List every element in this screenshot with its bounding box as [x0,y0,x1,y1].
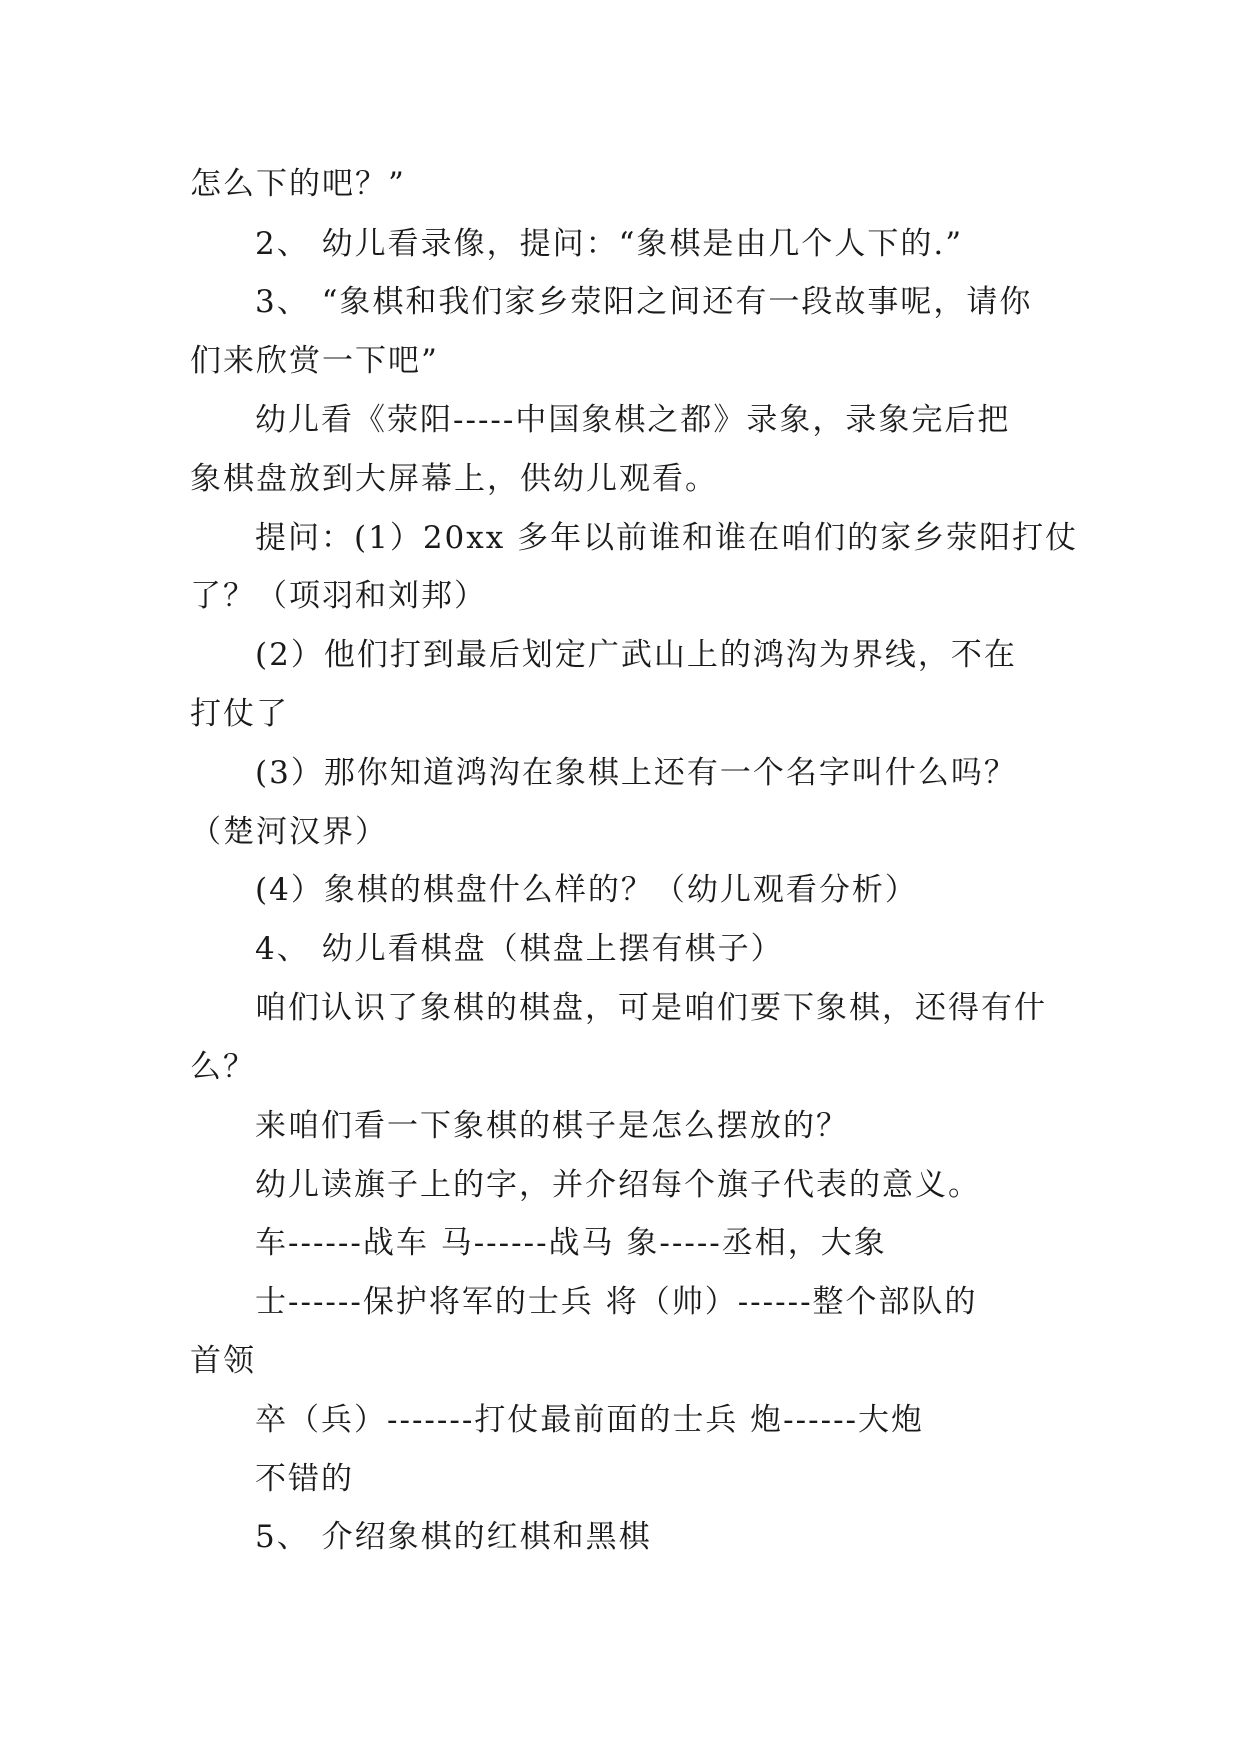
text-line: 么？ [190,1049,256,1085]
text-line: 不错的 [255,1461,354,1497]
text-line: 打仗了 [190,696,289,732]
text-line: 车------战车 马------战马 象-----丞相，大象 [255,1225,887,1261]
text-line: 5、 介绍象棋的红棋和黑棋 [255,1519,652,1555]
text-line: 2、 幼儿看录像，提问：“象棋是由几个人下的.” [255,226,964,262]
text-line: 来咱们看一下象棋的棋子是怎么摆放的？ [255,1108,849,1144]
text-line: 士------保护将军的士兵 将（帅）------整个部队的 [255,1284,978,1320]
text-line: 提问：(1）20xx 多年以前谁和谁在咱们的家乡荥阳打仗 [255,520,1079,556]
text-line: 象棋盘放到大屏幕上，供幼儿观看。 [190,461,718,497]
text-line: 3、 “象棋和我们家乡荥阳之间还有一段故事呢，请你 [255,284,1033,320]
text-line: (4）象棋的棋盘什么样的？（幼儿观看分析） [255,872,918,908]
text-line: （楚河汉界） [190,814,388,850]
text-line: 幼儿看《荥阳-----中国象棋之都》录象，录象完后把 [255,402,1011,438]
text-line: (2）他们打到最后划定广武山上的鸿沟为界线，不在 [255,637,1017,673]
text-line: (3）那你知道鸿沟在象棋上还有一个名字叫什么吗？ [255,755,1017,791]
text-line: 们来欣赏一下吧” [190,343,439,379]
text-line: 幼儿读旗子上的字，并介绍每个旗子代表的意义。 [255,1167,981,1203]
text-line: 咱们认识了象棋的棋盘，可是咱们要下象棋，还得有什 [255,990,1047,1026]
text-line: 首领 [190,1343,256,1379]
text-line: 了？（项羽和刘邦） [190,578,487,614]
text-line: 卒（兵）-------打仗最前面的士兵 炮------大炮 [255,1402,925,1438]
text-line: 4、 幼儿看棋盘（棋盘上摆有棋子） [255,931,784,967]
text-line: 怎么下的吧？” [190,166,406,202]
